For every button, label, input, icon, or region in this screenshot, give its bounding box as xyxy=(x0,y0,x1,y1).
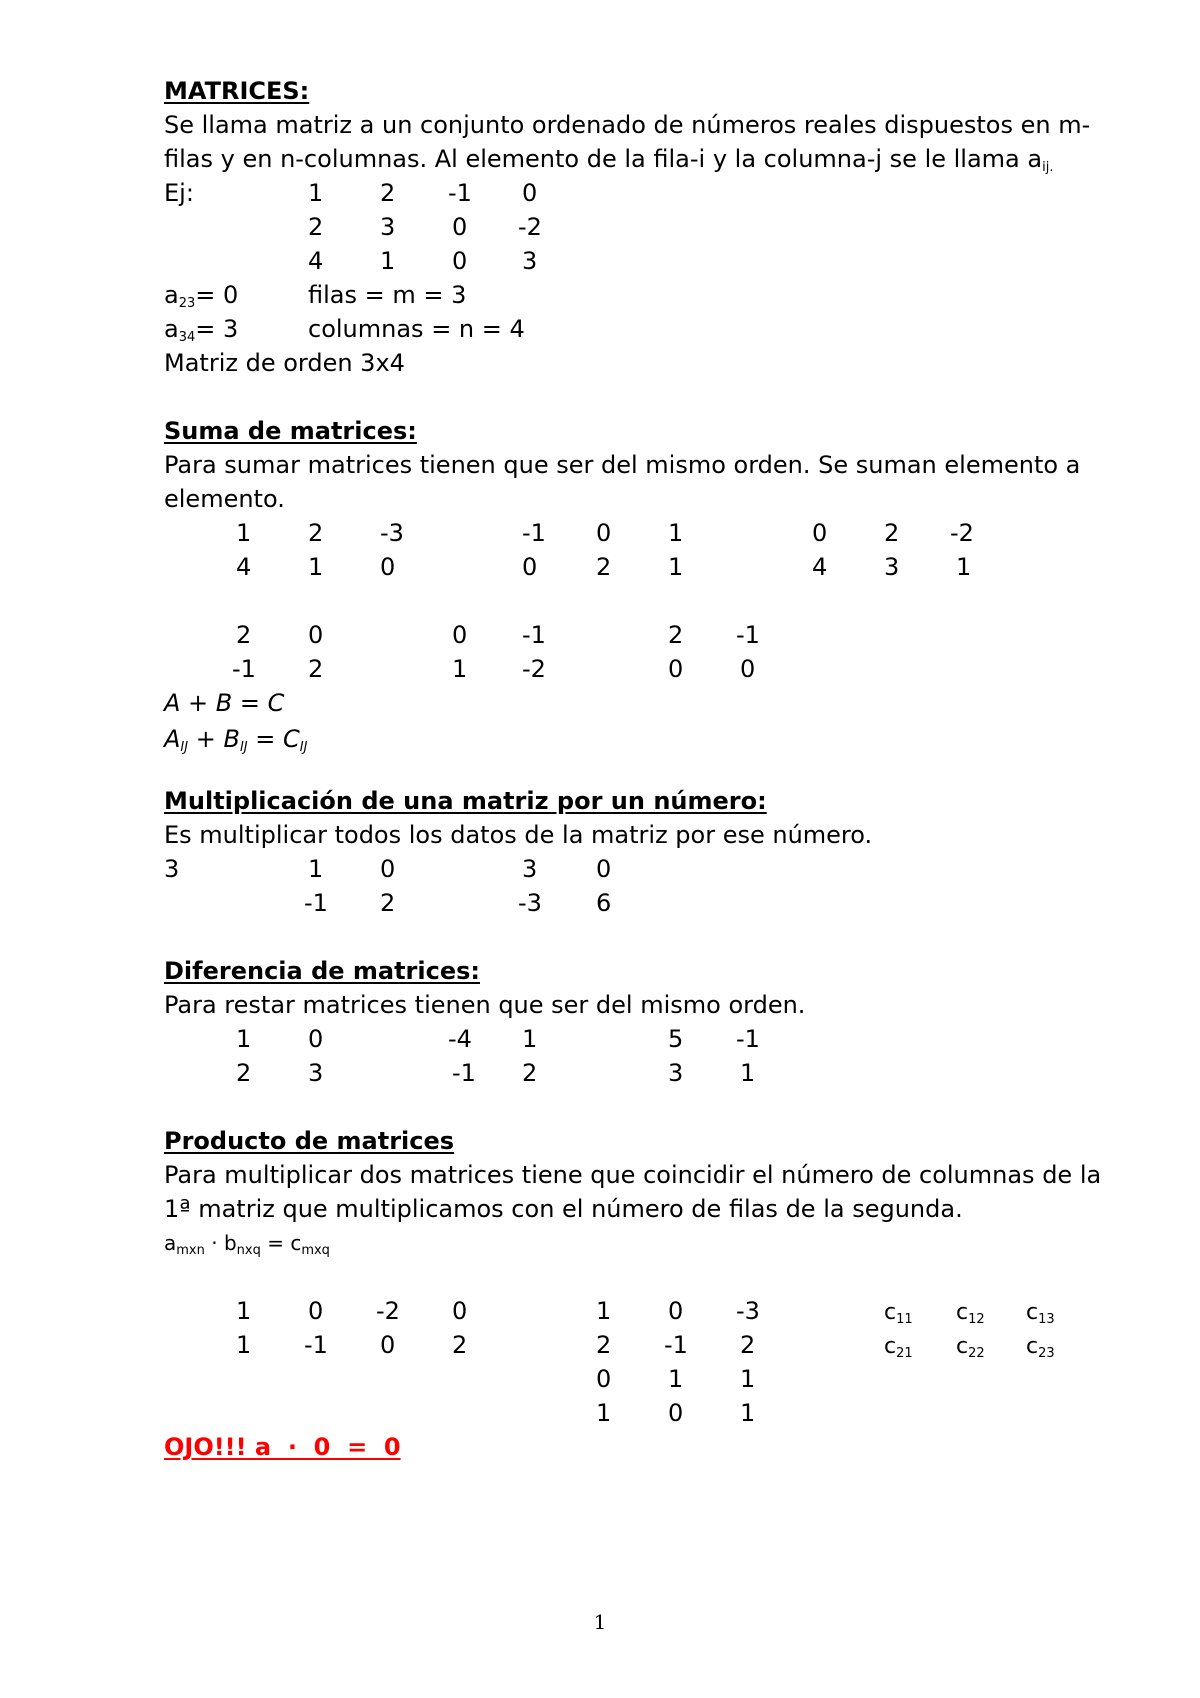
warning-note: OJO!!! a · 0 = 0 xyxy=(164,1433,401,1461)
filas-text: filas = m = 3 xyxy=(308,281,467,309)
matrix-cell: -2 xyxy=(376,1297,400,1325)
matrix-cell: 0 xyxy=(380,1331,396,1359)
section-title-mult-num: Multiplicación de una matriz por un número: xyxy=(164,787,767,815)
text-line: filas y en n-columnas. Al elemento de la fila-i y la columna-j se le llama $a_{ij.}$ xyxy=(164,145,1054,175)
element-a34: $a_{34}= 3$ xyxy=(164,315,239,345)
matrix-cell: -1 xyxy=(736,1025,760,1053)
matrix-cell: -1 xyxy=(522,621,546,649)
matrix-cell: -1 xyxy=(304,1331,328,1359)
matrix-cell: 3 xyxy=(668,1059,684,1087)
matrix-cell: 1 xyxy=(236,1025,252,1053)
text-line: elemento. xyxy=(164,485,285,513)
c-element: $c_{22}$ xyxy=(956,1334,985,1361)
matrix-cell: 2 xyxy=(236,621,252,649)
c-element: $c_{21}$ xyxy=(884,1334,913,1361)
matrix-cell: 0 xyxy=(308,1297,324,1325)
matrix-cell: 1 xyxy=(308,179,324,207)
matrix-cell: -1 xyxy=(664,1331,688,1359)
section-title-producto: Producto de matrices xyxy=(164,1127,455,1155)
c-element: $c_{12}$ xyxy=(956,1300,985,1327)
matrix-cell: -1 xyxy=(452,1059,476,1087)
matrix-cell: 0 xyxy=(668,1399,684,1427)
section-title-diferencia: Diferencia de matrices: xyxy=(164,957,481,985)
matrix-cell: 4 xyxy=(812,553,828,581)
text-line: Para sumar matrices tienen que ser del mismo orden. Se suman elemento a xyxy=(164,451,1081,479)
matrix-cell: 0 xyxy=(740,655,756,683)
matrix-cell: 2 xyxy=(308,519,324,547)
matrix-cell: 1 xyxy=(740,1365,756,1393)
matrix-cell: 4 xyxy=(236,553,252,581)
matrix-cell: 1 xyxy=(452,655,468,683)
matrix-cell: 1 xyxy=(596,1297,612,1325)
matrix-cell: 0 xyxy=(308,1025,324,1053)
matrix-cell: 0 xyxy=(380,553,396,581)
matrix-cell: 1 xyxy=(236,1297,252,1325)
matrix-cell: 1 xyxy=(596,1399,612,1427)
matrix-cell: 3 xyxy=(522,855,538,883)
matrix-cell: 2 xyxy=(740,1331,756,1359)
matrix-cell: 0 xyxy=(522,553,538,581)
matrix-cell: 0 xyxy=(452,1297,468,1325)
matrix-cell: 0 xyxy=(452,247,468,275)
matrix-cell: 0 xyxy=(812,519,828,547)
page-number: 1 xyxy=(593,1610,607,1634)
text-line: Para multiplicar dos matrices tiene que coincidir el número de columnas de la xyxy=(164,1161,1102,1189)
matrix-cell: 2 xyxy=(596,553,612,581)
matrix-cell: 5 xyxy=(668,1025,684,1053)
matrix-cell: 4 xyxy=(308,247,324,275)
section-title-suma: Suma de matrices: xyxy=(164,417,417,445)
matrix-cell: -4 xyxy=(448,1025,472,1053)
matrix-cell: 0 xyxy=(668,655,684,683)
matrix-cell: 3 xyxy=(884,553,900,581)
matrix-cell: 2 xyxy=(522,1059,538,1087)
ej-label: Ej: xyxy=(164,179,194,207)
formula-sum: A + B = C xyxy=(164,689,285,717)
c-element: $c_{11}$ xyxy=(884,1300,913,1327)
matrix-cell: 3 xyxy=(380,213,396,241)
matrix-cell: 3 xyxy=(308,1059,324,1087)
matrix-cell: 0 xyxy=(522,179,538,207)
matrix-cell: -3 xyxy=(380,519,404,547)
orden-text: Matriz de orden 3x4 xyxy=(164,349,405,377)
matrix-cell: 1 xyxy=(740,1399,756,1427)
text-line: 1ª matriz que multiplicamos con el número de filas de la segunda. xyxy=(164,1195,963,1223)
matrix-cell: 6 xyxy=(596,889,612,917)
matrix-cell: 1 xyxy=(308,553,324,581)
matrix-cell: 2 xyxy=(308,213,324,241)
formula-product-order: $a_{mxn} \cdot b_{nxq} = c_{mxq}$ xyxy=(164,1231,330,1258)
matrix-cell: -1 xyxy=(736,621,760,649)
matrix-cell: 2 xyxy=(380,179,396,207)
matrix-cell: 3 xyxy=(164,855,180,883)
matrix-cell: 2 xyxy=(452,1331,468,1359)
matrix-cell: 0 xyxy=(452,621,468,649)
matrix-cell: 0 xyxy=(308,621,324,649)
matrix-cell: 1 xyxy=(522,1025,538,1053)
matrix-cell: 1 xyxy=(956,553,972,581)
matrix-cell: 0 xyxy=(380,855,396,883)
c-element: $c_{13}$ xyxy=(1026,1300,1055,1327)
matrix-cell: 0 xyxy=(452,213,468,241)
matrix-cell: 0 xyxy=(596,855,612,883)
columnas-text: columnas = n = 4 xyxy=(308,315,525,343)
text-line: Se llama matriz a un conjunto ordenado de números reales dispuestos en m- xyxy=(164,111,1091,139)
matrix-cell: 3 xyxy=(522,247,538,275)
section-title-matrices: MATRICES: xyxy=(164,77,310,105)
matrix-cell: 1 xyxy=(668,553,684,581)
matrix-cell: 1 xyxy=(668,1365,684,1393)
text-line: Para restar matrices tienen que ser del mismo orden. xyxy=(164,991,806,1019)
matrix-cell: 1 xyxy=(308,855,324,883)
element-a23: $a_{23}= 0$ xyxy=(164,281,239,311)
matrix-cell: -3 xyxy=(518,889,542,917)
matrix-cell: 2 xyxy=(380,889,396,917)
matrix-cell: -3 xyxy=(736,1297,760,1325)
matrix-cell: -2 xyxy=(518,213,542,241)
text-line: Es multiplicar todos los datos de la matriz por ese número. xyxy=(164,821,873,849)
matrix-cell: 1 xyxy=(236,1331,252,1359)
matrix-cell: 2 xyxy=(596,1331,612,1359)
matrix-cell: 2 xyxy=(236,1059,252,1087)
matrix-cell: 0 xyxy=(596,519,612,547)
formula-sum-elements: $A_{IJ} + B_{IJ} = C_{IJ}$ xyxy=(164,725,308,755)
matrix-cell: 2 xyxy=(308,655,324,683)
matrix-cell: -2 xyxy=(950,519,974,547)
c-element: $c_{23}$ xyxy=(1026,1334,1055,1361)
matrix-cell: -1 xyxy=(522,519,546,547)
matrix-cell: 1 xyxy=(380,247,396,275)
matrix-cell: 2 xyxy=(884,519,900,547)
matrix-cell: -2 xyxy=(522,655,546,683)
matrix-cell: -1 xyxy=(304,889,328,917)
matrix-cell: 0 xyxy=(668,1297,684,1325)
matrix-cell: 1 xyxy=(740,1059,756,1087)
matrix-cell: 1 xyxy=(236,519,252,547)
matrix-cell: 0 xyxy=(596,1365,612,1393)
matrix-cell: -1 xyxy=(232,655,256,683)
matrix-cell: 2 xyxy=(668,621,684,649)
matrix-cell: 1 xyxy=(668,519,684,547)
matrix-cell: -1 xyxy=(448,179,472,207)
